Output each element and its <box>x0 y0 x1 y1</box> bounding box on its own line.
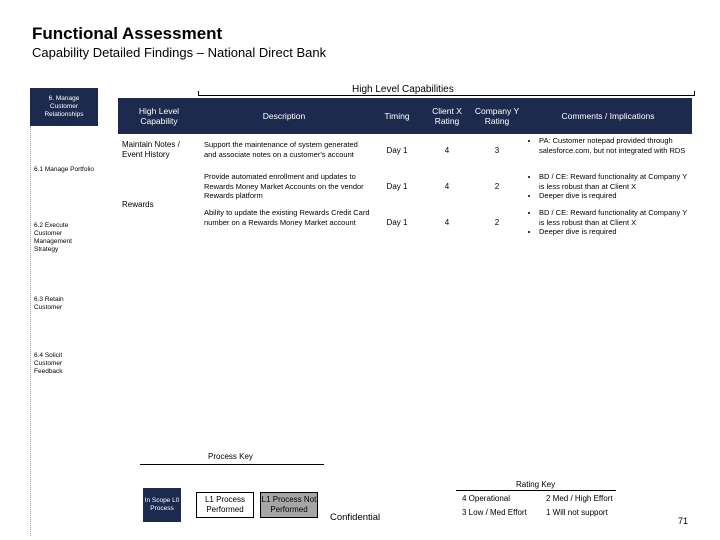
process-key-line <box>140 464 324 465</box>
header-comments: Comments / Implications <box>561 111 655 121</box>
row1-company-y: 3 <box>494 146 500 155</box>
sidebar-active-item[interactable]: 6. Manage Customer Relationships <box>30 88 98 126</box>
row2-description: Provide automated enrollment and updates to Rewards Money Market Accounts on the vendor Rewards platform <box>204 172 364 200</box>
group-label-rewards: Rewards <box>122 200 154 209</box>
rating-item-low-med: 3 Low / Med Effort <box>462 508 527 517</box>
row1-comment-1: • PA: Customer notepad provided through salesforce.com, but not integrated with RDS <box>539 136 690 155</box>
sidebar-item-retain-customer[interactable]: 6.3 Retain Customer <box>34 296 64 311</box>
rating-item-will-not-support: 1 Will not support <box>546 508 608 517</box>
row2-timing: Day 1 <box>386 182 408 191</box>
row3-client-x: 4 <box>444 218 450 227</box>
performed-process-swatch: L1 Process Performed <box>196 492 254 518</box>
row3-timing: Day 1 <box>386 218 408 227</box>
section-heading: High Level Capabilities <box>352 84 454 95</box>
confidential-label: Confidential <box>330 512 381 523</box>
section-bracket-line <box>198 95 694 96</box>
header-description: Description <box>262 111 306 121</box>
rating-key-line <box>456 490 616 491</box>
row3-comment-2: • Deeper dive is required <box>539 227 690 237</box>
page-subtitle: Capability Detailed Findings – National Direct Bank <box>32 45 327 60</box>
row3-comments <box>530 208 690 237</box>
sidebar-divider <box>30 126 31 536</box>
row2-comments <box>530 172 690 201</box>
row3-company-y: 2 <box>494 218 500 227</box>
page-title: Functional Assessment <box>32 24 223 43</box>
row2-comment-1: • BD / CE: Reward functionality at Company Y is less robust than at Client X <box>539 172 690 191</box>
section-bracket-left-tick <box>198 91 199 96</box>
row3-description: Ability to update the existing Rewards Credit Card number on a Rewards Money Market account <box>204 208 370 227</box>
header-client-x: Client X Rating <box>432 106 462 126</box>
row1-capability: Maintain Notes / Event History <box>122 140 180 159</box>
sidebar-item-execute-strategy[interactable]: 6.2 Execute Customer Management Strategy <box>34 222 72 253</box>
row2-client-x: 4 <box>444 182 450 191</box>
header-capability: High Level Capability <box>138 106 180 126</box>
row1-comments <box>530 136 690 155</box>
page-number: 71 <box>678 516 689 526</box>
row1-client-x: 4 <box>444 146 450 155</box>
header-company-y: Company Y Rating <box>474 106 520 126</box>
sidebar-item-solicit-feedback[interactable]: 6.4 Solicit Customer Feedback <box>34 352 63 375</box>
process-key-label: Process Key <box>208 452 253 461</box>
row1-timing: Day 1 <box>386 146 408 155</box>
sidebar-item-manage-portfolio[interactable]: 6.1 Manage Portfolio <box>34 166 94 173</box>
section-bracket-right-tick <box>694 91 695 96</box>
rating-item-med-high: 2 Med / High Effort <box>546 494 613 503</box>
row3-comment-1: • BD / CE: Reward functionality at Company Y is less robust than at Client X <box>539 208 690 227</box>
rating-key-label: Rating Key <box>516 480 556 489</box>
row2-company-y: 2 <box>494 182 500 191</box>
row1-description: Support the maintenance of system generated and associate notes on a customer's account <box>204 140 358 159</box>
header-timing: Timing <box>384 111 410 121</box>
in-scope-process-swatch: In Scope L0 Process <box>143 488 181 522</box>
row2-comment-2: • Deeper dive is required <box>539 191 690 201</box>
not-performed-process-swatch: L1 Process Not Performed <box>260 492 318 518</box>
rating-item-operational: 4 Operational <box>462 494 511 503</box>
